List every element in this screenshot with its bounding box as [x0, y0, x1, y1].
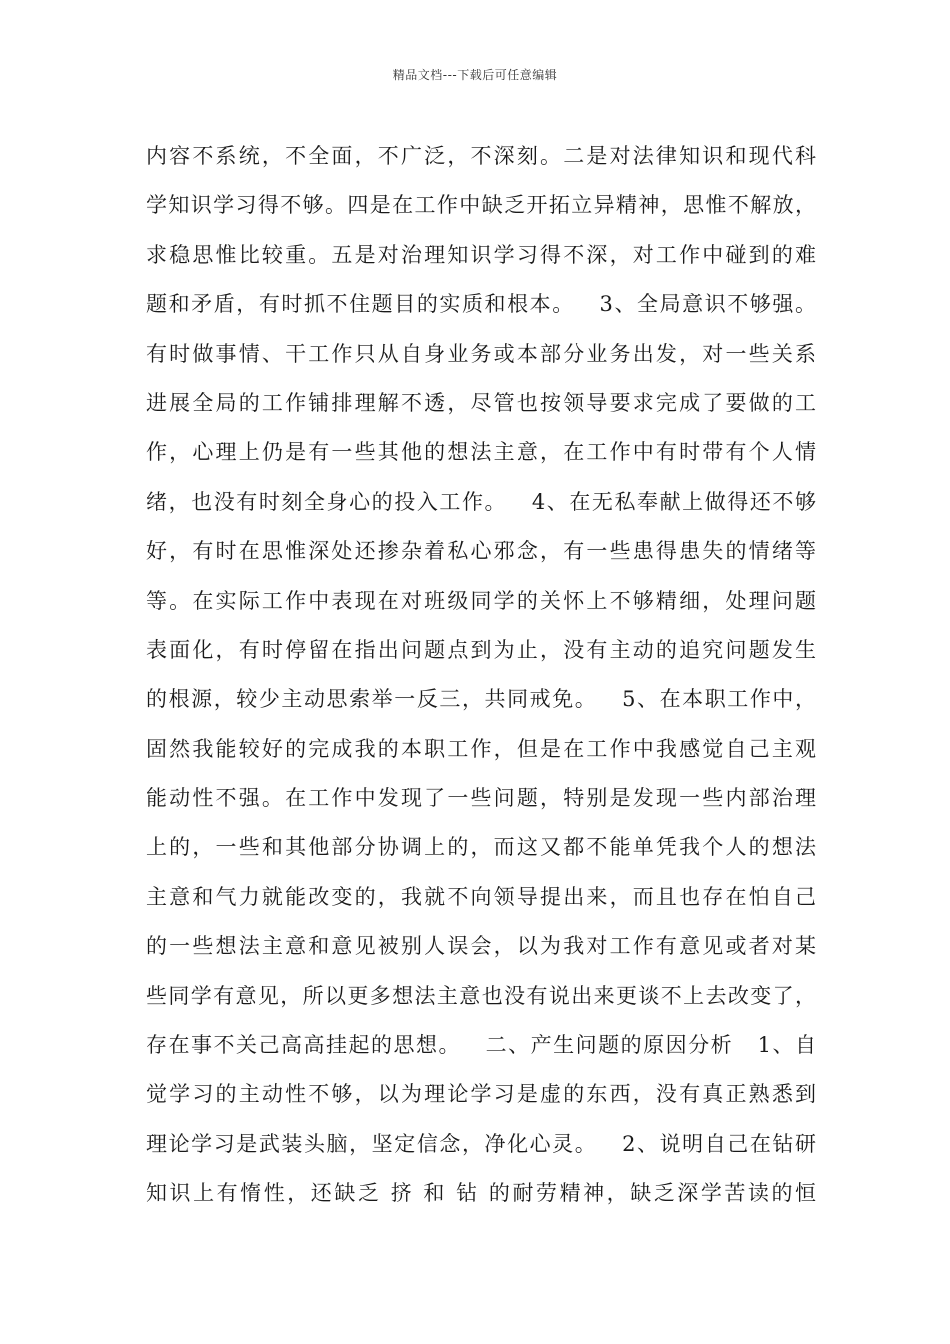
text-line: 存在事不关己高高挂起的思想。 二、产生问题的原因分析 1、自	[146, 1033, 816, 1058]
text-line: 题和矛盾，有时抓不住题目的实质和根本。 3、全局意识不够强。	[146, 292, 816, 317]
text-line: 作，心理上仍是有一些其他的想法主意，在工作中有时带有个人情	[146, 440, 816, 465]
text-line: 些同学有意见，所以更多想法主意也没有说出来更谈不上去改变了，	[146, 983, 816, 1008]
text-line: 内容不系统，不全面，不广泛，不深刻。二是对法律知识和现代科	[146, 144, 816, 168]
text-line: 知识上有惰性，还缺乏 挤 和 钻 的耐劳精神，缺乏深学苦读的恒	[146, 1181, 816, 1206]
body-text	[146, 132, 816, 1219]
text-line: 的根源，较少主动思索举一反三，共同戒免。 5、在本职工作中，	[146, 687, 816, 712]
text-line: 理论学习是武装头脑，坚定信念，净化心灵。 2、说明自己在钻研	[146, 1131, 816, 1156]
text-line: 进展全局的工作铺排理解不透，尽管也按领导要求完成了要做的工	[146, 390, 816, 415]
text-line: 固然我能较好的完成我的本职工作，但是在工作中我感觉自己主观	[146, 736, 816, 761]
text-line: 好，有时在思惟深处还掺杂着私心邪念，有一些患得患失的情绪等	[146, 539, 816, 564]
text-line: 学知识学习得不够。四是在工作中缺乏开拓立异精神，思惟不解放，	[146, 193, 816, 218]
text-line: 求稳思惟比较重。五是对治理知识学习得不深，对工作中碰到的难	[146, 242, 816, 267]
text-line: 上的，一些和其他部分协调上的，而这又都不能单凭我个人的想法	[146, 835, 816, 860]
text-line: 绪，也没有时刻全身心的投入工作。 4、在无私奉献上做得还不够	[146, 489, 816, 514]
text-line: 的一些想法主意和意见被别人误会，以为我对工作有意见或者对某	[146, 934, 816, 959]
page-header: 精品文档---下载后可任意编辑	[392, 68, 558, 82]
text-line: 有时做事情、干工作只从自身业务或本部分业务出发，对一些关系	[146, 341, 816, 366]
text-line: 主意和气力就能改变的，我就不向领导提出来，而且也存在怕自己	[146, 884, 816, 909]
text-line: 能动性不强。在工作中发现了一些问题，特别是发现一些内部治理	[146, 786, 816, 811]
text-line: 觉学习的主动性不够，以为理论学习是虚的东西，没有真正熟悉到	[146, 1082, 816, 1107]
text-line: 表面化，有时停留在指出问题点到为止，没有主动的追究问题发生	[146, 637, 816, 662]
text-line: 等。在实际工作中表现在对班级同学的关怀上不够精细，处理问题	[146, 588, 816, 613]
